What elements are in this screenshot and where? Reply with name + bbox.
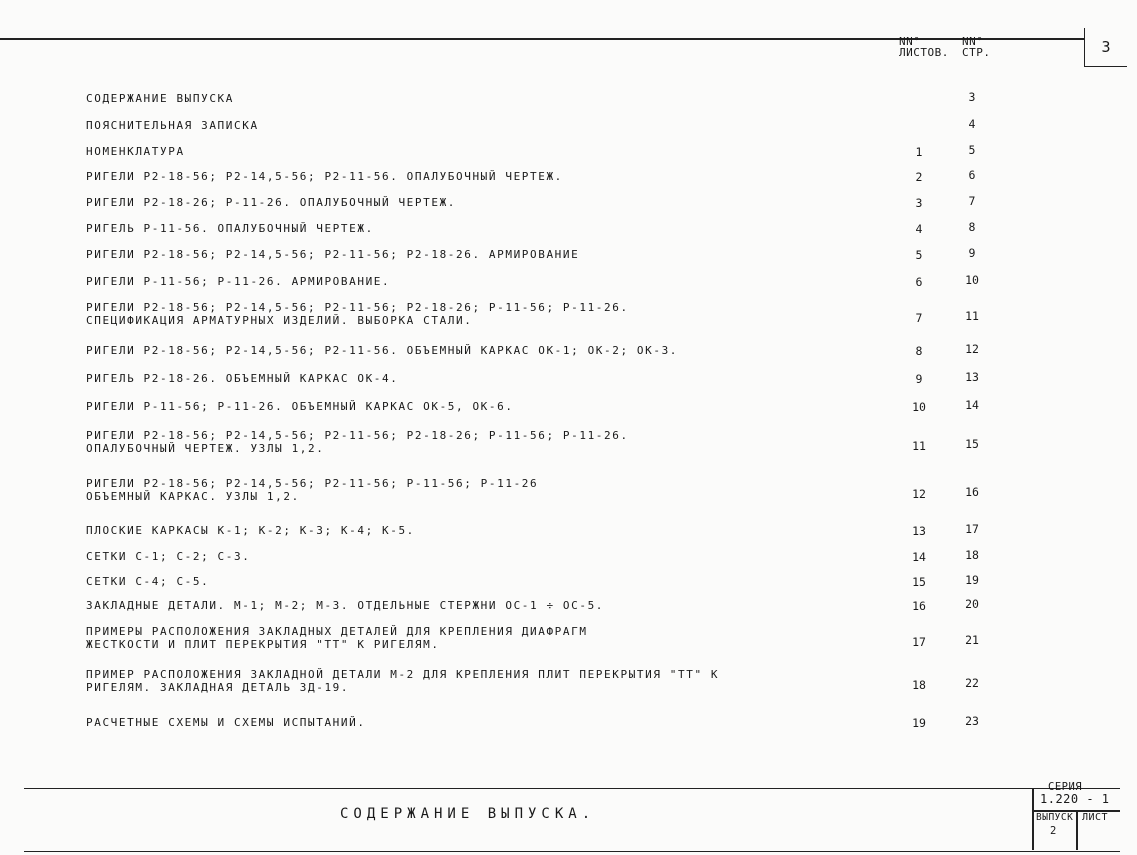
entry-sheet-number: 12 [912, 486, 926, 501]
entry-page-number: 16 [965, 484, 979, 499]
entry-sheet-number: 14 [912, 550, 926, 564]
sheet-label: ЛИСТ [1082, 812, 1109, 823]
title-block-divider [1032, 788, 1034, 850]
entry-page-number: 18 [965, 548, 979, 562]
entry-page-number: 19 [965, 573, 979, 587]
entry-title-line: РИГЕЛИ Р2-18-26; Р-11-26. ОПАЛУБОЧНЫЙ ЧЕРТЕЖ. [86, 196, 457, 209]
entry-title [86, 477, 886, 503]
entry-page-number: 14 [965, 398, 979, 412]
series-label: СЕРИЯ [1048, 781, 1083, 793]
issue-value: 2 [1050, 825, 1057, 837]
entry-title-line: ПРИМЕР РАСПОЛОЖЕНИЯ ЗАКЛАДНОЙ ДЕТАЛИ М-2 ДЛЯ КРЕПЛЕНИЯ ПЛИТ ПЕРЕКРЫТИЯ "ТТ" К [86, 668, 720, 681]
entry-title [86, 372, 886, 385]
entry-sheet-number: 19 [912, 716, 926, 730]
entry-title-line: РИГЕЛИ Р2-18-56; Р2-14,5-56; Р2-11-56. ОПАЛУБОЧНЫЙ ЧЕРТЕЖ. [86, 170, 563, 183]
entry-title-line: СЕТКИ С-1; С-2; С-3. [86, 550, 251, 563]
pages-column-header: NN° СТР. [962, 35, 991, 59]
entry-sheet-number: 1 [915, 145, 923, 159]
entry-title [86, 145, 886, 158]
entry-title [86, 429, 886, 455]
entry-title-line: СОДЕРЖАНИЕ ВЫПУСКА [86, 92, 235, 105]
entry-page-number: 23 [965, 714, 979, 728]
entry-page-number: 7 [968, 194, 976, 208]
entry-sheet-number: 9 [915, 372, 923, 386]
entry-title [86, 301, 886, 327]
entry-title [86, 119, 886, 132]
entry-title-line: ПРИМЕРЫ РАСПОЛОЖЕНИЯ ЗАКЛАДНЫХ ДЕТАЛЕЙ ДЛЯ КРЕПЛЕНИЯ ДИАФРАГМ [86, 625, 588, 638]
entry-page-number: 15 [965, 436, 979, 451]
entry-page-number: 20 [965, 597, 979, 611]
entry-sheet-number: 5 [915, 248, 923, 262]
entry-page-number: 12 [965, 342, 979, 356]
entry-sheet-number: 17 [912, 634, 926, 649]
entry-title [86, 550, 886, 563]
entry-title [86, 222, 886, 235]
entry-sheet-number: 3 [915, 196, 923, 210]
entry-title [86, 170, 886, 183]
series-value: 1.220 - 1 [1040, 792, 1110, 806]
entry-sheet-number: 8 [915, 344, 923, 358]
entry-page-number: 4 [968, 117, 976, 131]
entry-title-line: РИГЕЛИ Р-11-56; Р-11-26. ОБЪЕМНЫЙ КАРКАС ОК-5, ОК-6. [86, 400, 514, 413]
entry-title-line: РИГЕЛИ Р2-18-56; Р2-14,5-56; Р2-11-56; Р2-18-26; Р-11-56; Р-11-26. [86, 301, 629, 314]
page-number-box [1084, 28, 1127, 67]
bottom-title: СОДЕРЖАНИЕ ВЫПУСКА. [340, 806, 596, 822]
entry-title [86, 575, 886, 588]
entry-page-number: 10 [965, 273, 979, 287]
entry-sheet-number: 11 [912, 438, 926, 453]
entry-title-line: ЗАКЛАДНЫЕ ДЕТАЛИ. М-1; М-2; М-3. ОТДЕЛЬНЫЕ СТЕРЖНИ ОС-1 ÷ ОС-5. [86, 599, 605, 612]
entry-title [86, 92, 886, 105]
entry-sheet-number: 6 [915, 275, 923, 289]
entry-sheet-number: 13 [912, 524, 926, 538]
issue-label: ВЫПУСК [1036, 812, 1074, 823]
entry-sheet-number: 2 [915, 170, 923, 184]
entry-page-number: 11 [965, 308, 979, 323]
entry-page-number: 3 [968, 90, 976, 104]
entry-page-number: 17 [965, 522, 979, 536]
entry-page-number: 5 [968, 143, 976, 157]
entry-title [86, 625, 886, 651]
entry-title [86, 275, 886, 288]
entry-sheet-number: 18 [912, 677, 926, 692]
entry-title-line: РИГЕЛЯМ. ЗАКЛАДНАЯ ДЕТАЛЬ ЗД-19. [86, 681, 350, 694]
title-block-issue-divider [1076, 810, 1078, 850]
sheets-column-header: NN° ЛИСТОВ. [899, 35, 949, 59]
entry-title-line: РИГЕЛИ Р-11-56; Р-11-26. АРМИРОВАНИЕ. [86, 275, 391, 288]
entry-page-number: 13 [965, 370, 979, 384]
entry-title-line: ОБЪЕМНЫЙ КАРКАС. УЗЛЫ 1,2. [86, 490, 300, 503]
entry-page-number: 8 [968, 220, 976, 234]
entry-title [86, 524, 886, 537]
page-number: 3 [1101, 38, 1111, 56]
entry-page-number: 22 [965, 675, 979, 690]
entry-page-number: 21 [965, 632, 979, 647]
entry-sheet-number: 16 [912, 599, 926, 613]
entry-title-line: НОМЕНКЛАТУРА [86, 145, 185, 158]
entry-title [86, 248, 886, 261]
entry-title [86, 716, 886, 729]
entry-page-number: 6 [968, 168, 976, 182]
entry-sheet-number: 4 [915, 222, 923, 236]
entry-title-line: ПОЯСНИТЕЛЬНАЯ ЗАПИСКА [86, 119, 259, 132]
entry-sheet-number: 15 [912, 575, 926, 589]
entry-title-line: РИГЕЛЬ Р-11-56. ОПАЛУБОЧНЫЙ ЧЕРТЕЖ. [86, 222, 374, 235]
entry-title [86, 599, 886, 612]
entry-title-line: РИГЕЛИ Р2-18-56; Р2-14,5-56; Р2-11-56; Р2-18-26. АРМИРОВАНИЕ [86, 248, 580, 261]
entry-title-line: СЕТКИ С-4; С-5. [86, 575, 210, 588]
entry-title-line: РАСЧЕТНЫЕ СХЕМЫ И СХЕМЫ ИСПЫТАНИЙ. [86, 716, 366, 729]
entry-title [86, 668, 886, 694]
entry-title-line: РИГЕЛИ Р2-18-56; Р2-14,5-56; Р2-11-56; Р-11-56; Р-11-26 [86, 477, 539, 490]
entry-page-number: 9 [968, 246, 976, 260]
entry-title-line: РИГЕЛЬ Р2-18-26. ОБЪЕМНЫЙ КАРКАС ОК-4. [86, 372, 399, 385]
entry-title [86, 400, 886, 413]
entry-sheet-number: 7 [915, 310, 923, 325]
entry-title-line: РИГЕЛИ Р2-18-56; Р2-14,5-56; Р2-11-56. ОБЪЕМНЫЙ КАРКАС ОК-1; ОК-2; ОК-3. [86, 344, 679, 357]
entry-title [86, 344, 886, 357]
entry-title [86, 196, 886, 209]
entry-title-line: ОПАЛУБОЧНЫЙ ЧЕРТЕЖ. УЗЛЫ 1,2. [86, 442, 325, 455]
entry-title-line: РИГЕЛИ Р2-18-56; Р2-14,5-56; Р2-11-56; Р2-18-26; Р-11-56; Р-11-26. [86, 429, 629, 442]
entry-title-line: ЖЕСТКОСТИ И ПЛИТ ПЕРЕКРЫТИЯ "ТТ" К РИГЕЛЯМ. [86, 638, 440, 651]
entry-title-line: ПЛОСКИЕ КАРКАСЫ К-1; К-2; К-3; К-4; К-5. [86, 524, 415, 537]
entry-sheet-number: 10 [912, 400, 926, 414]
entry-title-line: СПЕЦИФИКАЦИЯ АРМАТУРНЫХ ИЗДЕЛИЙ. ВЫБОРКА СТАЛИ. [86, 314, 473, 327]
